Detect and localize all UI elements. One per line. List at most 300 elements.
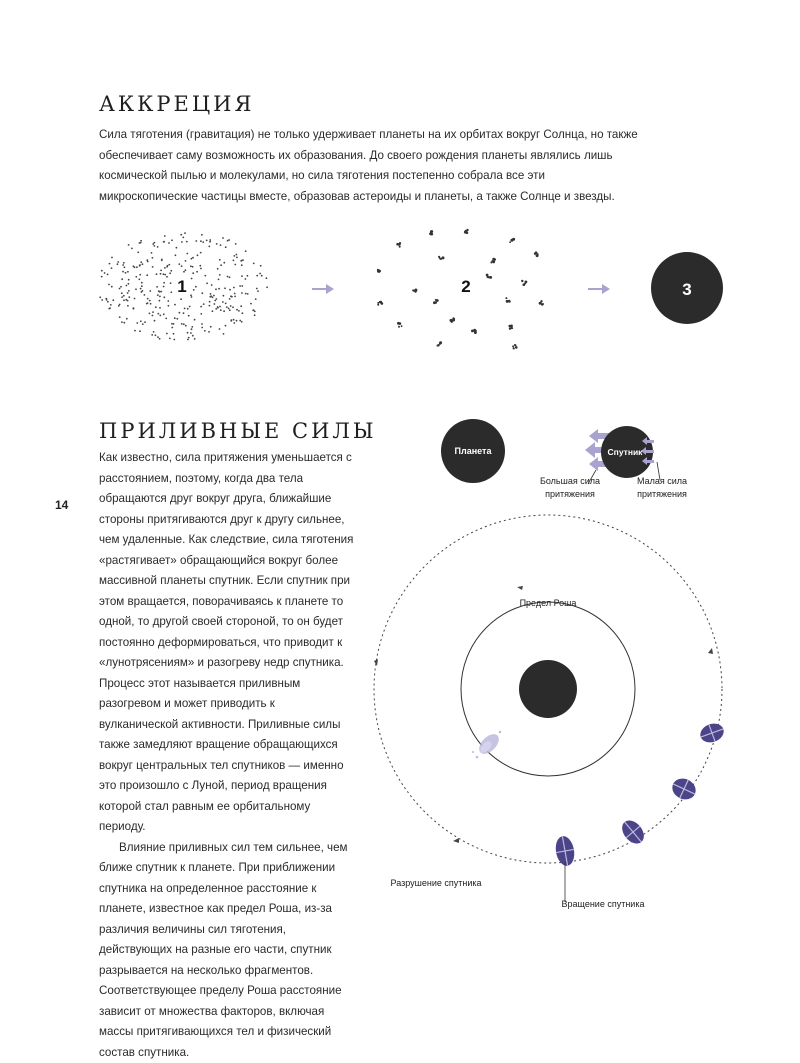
dust-particle <box>151 334 153 336</box>
dust-particle <box>156 273 158 275</box>
dust-particle <box>190 332 192 334</box>
dust-particle <box>105 298 107 300</box>
dust-particle <box>168 242 170 244</box>
dust-particle <box>119 288 121 290</box>
dust-particle <box>202 241 204 243</box>
dust-particle <box>219 274 221 276</box>
dust-particle <box>149 300 151 302</box>
dust-particle <box>171 327 173 329</box>
dust-particle <box>240 305 242 307</box>
tidal-paragraph-2: Влияние приливных сил тем сильнее, чем ближе спутник к планете. При приближении спутника на определенное расстояние к планете, известное как предел Роша, из-за различия величины сил тяготения, действующих на разные его части, спутник разрывается на несколько фрагментов. Соответствующее пределу Роша расстояние зависит от множества факторов, включая массы притягивающихся тел и физический состав спутника. <box>99 838 357 1063</box>
dust-particle <box>209 241 211 243</box>
dust-particle <box>108 308 110 310</box>
dust-particle <box>139 265 141 267</box>
stage-3-label: 3 <box>682 280 691 299</box>
dust-particle <box>186 241 188 243</box>
dust-particle <box>236 257 238 259</box>
dust-particle <box>180 234 182 236</box>
dust-particle <box>170 282 172 284</box>
satellite-rotation-sequence <box>554 720 727 867</box>
dust-particle <box>99 296 101 298</box>
dust-particle <box>255 298 257 300</box>
dust-particle <box>107 301 109 303</box>
dust-particle <box>241 292 243 294</box>
dust-particle <box>253 309 255 311</box>
particle-clump <box>534 251 539 257</box>
dust-particle <box>192 272 194 274</box>
dust-particle <box>220 264 222 266</box>
dust-particle <box>164 235 166 237</box>
dust-particle <box>141 285 143 287</box>
dust-particle <box>228 308 230 310</box>
dust-particle <box>135 288 137 290</box>
dust-particle <box>230 305 232 307</box>
dust-particle <box>185 325 187 327</box>
dust-particle <box>123 295 125 297</box>
dust-particle <box>109 263 111 265</box>
dust-particle <box>167 300 169 302</box>
dust-particle <box>170 270 172 272</box>
dust-particle <box>151 252 153 254</box>
roche-limit-label: Предел Роша <box>520 598 577 608</box>
dust-particle <box>250 303 252 305</box>
dust-particle <box>163 282 165 284</box>
particle-clump <box>397 322 403 328</box>
dust-particle <box>222 237 224 239</box>
dust-particle <box>168 305 170 307</box>
dust-particle <box>144 294 146 296</box>
dust-particle <box>161 259 163 261</box>
dust-particle <box>178 263 180 265</box>
dust-particle <box>127 271 129 273</box>
dust-particle <box>175 254 177 256</box>
dust-particle <box>194 338 196 340</box>
dust-particle <box>142 323 144 325</box>
dust-particle <box>127 283 129 285</box>
dust-particle <box>128 296 130 298</box>
stage-1-label: 1 <box>177 277 186 296</box>
dust-particle <box>160 273 162 275</box>
stage-arrow-icon <box>588 284 610 294</box>
particle-clump <box>486 274 492 279</box>
dust-particle <box>203 303 205 305</box>
dust-particle <box>120 286 122 288</box>
dust-particle <box>159 291 161 293</box>
tidal-paragraph-1: Как известно, сила притяжения уменьшается с расстоянием, поэтому, когда два тела обращаются друг вокруг друга, ближайшие стороны притягиваются друг к другу сильнее, чем удаленные. Как следствие, сила тяготения «растягивает» обращающийся вокруг более массивной планеты спутник. Если спутник при этом вращается, поворачиваясь к планете то одной, то другой своей стороной, то он будет постоянно деформироваться, что приводит к «лунотрясениям» и разогреву недр спутника. Процесс этот называется приливным разогревом и может приводить к вулканической активности. Приливные силы также замедляют вращение обращающихся вокруг центральных тел спутников — именно это произошло с Луной, период вращения которой стал равным ее орбитальному периоду. <box>99 448 357 838</box>
dust-particle <box>163 241 165 243</box>
dust-particle <box>191 258 193 260</box>
dust-particle <box>199 265 201 267</box>
dust-particle <box>110 304 112 306</box>
dust-particle <box>214 303 216 305</box>
dust-particle <box>206 282 208 284</box>
lesser-force-label-line-1: Малая сила <box>637 476 687 486</box>
dust-particle <box>101 276 103 278</box>
dust-particle <box>167 265 169 267</box>
dust-particle <box>201 234 203 236</box>
dust-particle <box>121 278 123 280</box>
dust-particle <box>194 319 196 321</box>
dust-particle <box>140 288 142 290</box>
dust-particle <box>225 303 227 305</box>
dust-particle <box>266 277 268 279</box>
dust-particle <box>127 292 129 294</box>
dust-particle <box>241 321 243 323</box>
dust-particle <box>176 318 178 320</box>
dust-particle <box>173 339 175 341</box>
dust-particle <box>173 333 175 335</box>
dust-particle <box>218 279 220 281</box>
dust-particle <box>152 266 154 268</box>
dust-particle <box>154 320 156 322</box>
dust-particle <box>154 242 156 244</box>
dust-particle <box>210 295 212 297</box>
particle-clump <box>377 301 383 306</box>
dust-particle <box>224 287 226 289</box>
dust-particle <box>133 307 135 309</box>
particle-clump <box>490 258 496 264</box>
dust-particle <box>219 259 221 261</box>
dust-particle <box>193 289 195 291</box>
dust-particle <box>185 269 187 271</box>
dust-particle <box>157 294 159 296</box>
dust-particle <box>183 271 185 273</box>
dust-particle <box>159 307 161 309</box>
dust-particle <box>241 275 243 277</box>
dust-particle <box>183 323 185 325</box>
particle-clump <box>450 317 456 323</box>
dust-particle <box>135 276 137 278</box>
dust-particle <box>234 264 236 266</box>
dust-particle <box>118 305 120 307</box>
dust-particle <box>187 339 189 341</box>
dust-particle <box>190 265 192 267</box>
dust-particle <box>128 244 130 246</box>
dust-particle <box>245 250 247 252</box>
dust-particle <box>201 327 203 329</box>
dust-particle <box>234 255 236 257</box>
dust-particle <box>153 245 155 247</box>
dust-particle <box>189 306 191 308</box>
dust-particle <box>227 240 229 242</box>
dust-particle <box>137 251 139 253</box>
dust-particle <box>107 274 109 276</box>
dust-particle <box>256 288 258 290</box>
dust-particle <box>200 252 202 254</box>
particle-clump <box>412 289 417 293</box>
dust-particle <box>152 257 154 259</box>
particle-clump <box>508 325 513 330</box>
dust-particle <box>153 331 155 333</box>
dust-particle <box>101 270 103 272</box>
dust-particle <box>147 302 149 304</box>
dust-particle <box>111 286 113 288</box>
particle-clump <box>377 269 381 273</box>
dust-particle <box>236 320 238 322</box>
particle-clump <box>505 297 510 303</box>
dust-particle <box>196 271 198 273</box>
dust-particle <box>191 326 193 328</box>
dust-particle <box>140 261 142 263</box>
dust-particle <box>229 298 231 300</box>
particle-clump <box>509 238 515 243</box>
planet-label: Планета <box>455 446 493 456</box>
dust-particle <box>216 243 218 245</box>
dust-particle <box>192 257 194 259</box>
particle-clump <box>433 299 439 304</box>
dust-particle <box>236 309 238 311</box>
dust-particle <box>191 328 193 330</box>
dust-particle <box>117 263 119 265</box>
dust-particle <box>238 310 240 312</box>
dust-particle <box>184 232 186 234</box>
dust-particle <box>241 285 243 287</box>
dust-particle <box>223 333 225 335</box>
dust-particle <box>138 278 140 280</box>
dust-particle <box>212 296 214 298</box>
dust-particle <box>184 308 186 310</box>
dust-particle <box>170 291 172 293</box>
dust-particle <box>121 292 123 294</box>
dust-particle <box>208 246 210 248</box>
dust-particle <box>163 286 165 288</box>
dust-particle <box>157 336 159 338</box>
dust-particle <box>210 293 212 295</box>
dust-particle <box>159 315 161 317</box>
dust-particle <box>223 295 225 297</box>
dust-particle <box>190 294 192 296</box>
dust-particle <box>169 338 171 340</box>
dust-particle <box>125 272 127 274</box>
greater-force-label-line-1: Большая сила <box>540 476 600 486</box>
satellite-label: Спутник <box>608 447 644 457</box>
dust-particle <box>149 290 151 292</box>
dust-particle <box>166 333 168 335</box>
dust-particle <box>261 275 263 277</box>
dust-particle <box>101 299 103 301</box>
dust-particle <box>210 326 212 328</box>
dust-particle <box>144 321 146 323</box>
dust-particle <box>126 318 128 320</box>
dust-particle <box>219 306 221 308</box>
dust-particle <box>215 308 217 310</box>
dust-particle <box>231 319 233 321</box>
dust-particle <box>163 273 165 275</box>
dust-particle <box>254 314 256 316</box>
particle-clump <box>464 229 469 234</box>
page-number: 14 <box>55 498 68 512</box>
central-planet-icon <box>519 660 577 718</box>
dust-particle <box>163 313 165 315</box>
dust-particle <box>195 286 197 288</box>
dust-particle <box>233 322 235 324</box>
dust-particle <box>226 306 228 308</box>
dust-particle <box>229 276 231 278</box>
dust-particle <box>200 240 202 242</box>
dust-particle <box>227 276 229 278</box>
stage-2-label: 2 <box>461 277 470 296</box>
lesser-force-label-line-2: притяжения <box>637 489 687 499</box>
dust-particle <box>186 253 188 255</box>
dust-particle <box>222 301 224 303</box>
dust-particle <box>260 265 262 267</box>
dust-particle <box>112 299 114 301</box>
dust-particle <box>134 330 136 332</box>
dust-particle <box>256 275 258 277</box>
dust-particle <box>159 338 161 340</box>
dust-particle <box>217 268 219 270</box>
dust-particle <box>215 288 217 290</box>
dust-particle <box>160 270 162 272</box>
dust-particle <box>123 262 125 264</box>
dust-particle <box>216 298 218 300</box>
dust-particle <box>169 272 171 274</box>
satellite-rotation-label: Вращение спутника <box>562 899 645 909</box>
particle-clump <box>539 300 544 306</box>
particle-clump <box>471 329 477 334</box>
dust-particle <box>200 268 202 270</box>
dust-particle <box>195 240 197 242</box>
dust-particle <box>128 290 130 292</box>
dust-particle <box>152 243 154 245</box>
dust-particle <box>247 275 249 277</box>
dust-particle <box>181 265 183 267</box>
dust-particle <box>204 275 206 277</box>
dust-particle <box>232 306 234 308</box>
particle-clump <box>512 344 518 350</box>
accretion-text: Сила тяготения (гравитация) не только удерживает планеты на их орбитах вокруг Солнца, но также обеспечивает саму возможность их образования. До своего рождения планеты являлись лишь космической пылью и молекулами, но сила тяготения постепенно собрала все эти микроскопические частицы вместе, образовав астероиды и планеты, а также Солнце и звезды. <box>99 125 639 207</box>
dust-particle <box>233 260 235 262</box>
dust-particle <box>201 292 203 294</box>
dust-particle <box>142 263 144 265</box>
particle-clump <box>521 280 527 286</box>
dust-particle <box>155 306 157 308</box>
particle-clump <box>429 230 433 235</box>
dust-particle <box>209 239 211 241</box>
dust-particle <box>225 325 227 327</box>
dust-particle <box>166 276 168 278</box>
dust-particle <box>220 244 222 246</box>
dust-particle <box>159 300 161 302</box>
dust-particle <box>204 330 206 332</box>
dust-particle <box>209 301 211 303</box>
dust-particle <box>185 260 187 262</box>
dust-particle <box>173 323 175 325</box>
dust-particle <box>164 274 166 276</box>
dust-particle <box>176 247 178 249</box>
dust-particle <box>197 254 199 256</box>
dust-particle <box>121 296 123 298</box>
dust-particle <box>229 289 231 291</box>
dust-particle <box>139 274 141 276</box>
dust-particle <box>181 241 183 243</box>
dust-particle <box>220 309 222 311</box>
dust-particle <box>230 295 232 297</box>
dust-particle <box>182 237 184 239</box>
dust-particle <box>209 305 211 307</box>
dust-particle <box>211 284 213 286</box>
dust-particle <box>242 312 244 314</box>
dust-particle <box>187 332 189 334</box>
dust-particle <box>156 286 158 288</box>
dust-particle <box>218 288 220 290</box>
dust-particle <box>146 274 148 276</box>
dust-particle <box>229 309 231 311</box>
dust-particle <box>117 261 119 263</box>
dust-particle <box>181 323 183 325</box>
dust-particle <box>247 293 249 295</box>
dust-particle <box>139 330 141 332</box>
particle-clump <box>396 242 401 248</box>
dust-particle <box>136 322 138 324</box>
dust-particle <box>123 299 125 301</box>
dust-particle <box>259 273 261 275</box>
dust-particle <box>121 321 123 323</box>
dust-particle <box>139 242 141 244</box>
dust-particle <box>119 316 121 318</box>
satellite-destruction-label: Разрушение спутника <box>390 878 481 888</box>
lesser-force-arrows-icon <box>641 437 654 465</box>
stage-arrow-icon <box>312 284 334 294</box>
dust-particle <box>140 320 142 322</box>
dust-particle <box>223 262 225 264</box>
dust-particle <box>165 318 167 320</box>
dust-particle <box>149 313 151 315</box>
dust-particle <box>122 264 124 266</box>
dust-particle <box>212 310 214 312</box>
dust-particle <box>174 317 176 319</box>
disintegrating-satellite-icon <box>472 731 502 759</box>
particle-clump <box>438 256 445 260</box>
dust-particle <box>127 305 129 307</box>
dust-particle <box>234 293 236 295</box>
dust-particle <box>257 290 259 292</box>
dust-particle <box>157 246 159 248</box>
dust-particle <box>134 298 136 300</box>
dust-particle <box>235 243 237 245</box>
dust-particle <box>214 300 216 302</box>
dust-particle <box>245 278 247 280</box>
dust-particle <box>155 334 157 336</box>
dust-particle <box>206 240 208 242</box>
dust-particle <box>163 296 165 298</box>
tidal-forces-heading: ПРИЛИВНЫЕ СИЛЫ <box>99 419 377 443</box>
dust-particle <box>141 282 143 284</box>
dust-particle <box>128 279 130 281</box>
dust-particle <box>239 320 241 322</box>
greater-force-label-line-2: притяжения <box>545 489 595 499</box>
dust-particle <box>127 300 129 302</box>
dust-particle <box>266 286 268 288</box>
dust-particle <box>188 315 190 317</box>
dust-particle <box>233 319 235 321</box>
dust-particle <box>208 331 210 333</box>
dust-particle <box>122 271 124 273</box>
dust-particle <box>187 308 189 310</box>
accretion-heading: АККРЕЦИЯ <box>99 92 254 116</box>
dust-particle <box>123 322 125 324</box>
dust-particle <box>111 267 113 269</box>
dust-particle <box>152 315 154 317</box>
dust-particle <box>223 310 225 312</box>
dust-particle <box>191 296 193 298</box>
dust-particle <box>108 284 110 286</box>
dust-particle <box>242 259 244 261</box>
dust-particle <box>239 285 241 287</box>
dust-particle <box>111 257 113 259</box>
dust-particle <box>217 306 219 308</box>
dust-particle <box>179 312 181 314</box>
